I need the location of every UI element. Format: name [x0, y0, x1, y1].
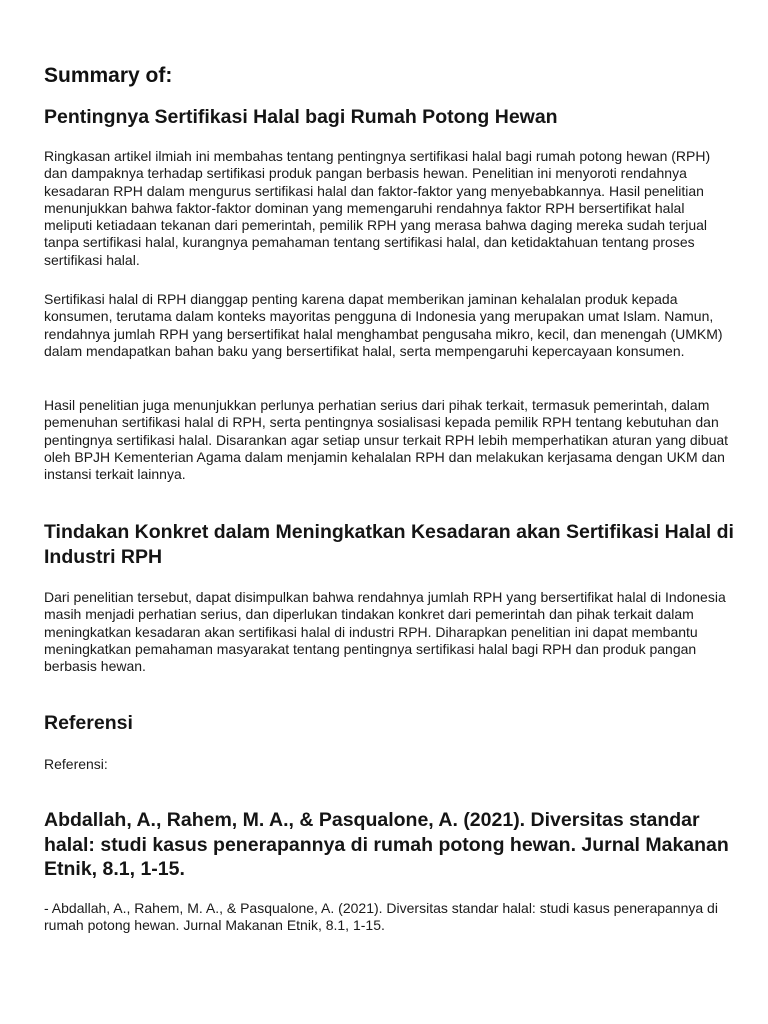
references-heading: Referensi [44, 712, 133, 734]
reference-entry: - Abdallah, A., Rahem, M. A., & Pasqualone, A. (2021). Diversitas standar halal: studi kasus penerapannya di rumah potong hewan. Jurnal Makanan Etnik, 8.1, 1-15. [44, 900, 718, 934]
references-intro: Referensi: [44, 756, 108, 772]
article-title: Pentingnya Sertifikasi Halal bagi Rumah Potong Hewan [44, 106, 558, 128]
summary-paragraph-2: Sertifikasi halal di RPH dianggap penting karena dapat memberikan jaminan kehalalan produk kepada konsumen, terutama dalam konteks mayoritas pengguna di Indonesia yang merupakan umat Islam. Namun, rendahnya jumlah RPH yang bersertifikat halal menghambat pengusaha mikro, kecil, dan menengah (UMKM) dalam mendapatkan bahan baku yang bersertifikat halal, serta mempengaruhi kepercayaan konsumen. [44, 291, 723, 359]
summary-paragraph-3: Hasil penelitian juga menunjukkan perlunya perhatian serius dari pihak terkait, termasuk pemerintah, dalam pemenuhan sertifikasi halal di RPH, serta pentingnya sosialisasi kepada pemilik RPH tentang kebutuhan dan pentingnya sertifikasi halal. Disarankan agar setiap unsur terkait RPH lebih memperhatikan aturan yang dibuat oleh BPJH Kementerian Agama dalam menjamin kehalalan RPH dan melakukan kerjasama dengan UKM dan instansi terkait lainnya. [44, 397, 729, 483]
section-paragraph-tindakan: Dari penelitian tersebut, dapat disimpulkan bahwa rendahnya jumlah RPH yang bersertifikat halal di Indonesia masih menjadi perhatian serius, dan diperlukan tindakan konkret dari pemerintah dan pihak terkait dalam meningkatkan kesadaran akan sertifikasi halal di industri RPH. Diharapkan penelitian ini dapat membantu meningkatkan pemahaman masyarakat tentang pentingnya sertifikasi halal bagi RPH dan produk pangan berbasis hewan. [44, 589, 726, 675]
section-heading-tindakan: Tindakan Konkret dalam Meningkatkan Kesadaran akan Sertifikasi Halal di Industri RPH [44, 521, 734, 568]
reference-title: Abdallah, A., Rahem, M. A., & Pasqualone, A. (2021). Diversitas standar halal: studi kasus penerapannya di rumah potong hewan. Jurnal Makanan Etnik, 8.1, 1-15. [44, 809, 729, 880]
summary-heading: Summary of: [44, 64, 173, 87]
summary-paragraph-1: Ringkasan artikel ilmiah ini membahas tentang pentingnya sertifikasi halal bagi rumah potong hewan (RPH) dan dampaknya terhadap sertifikasi produk pangan berbasis hewan. Penelitian ini menyoroti rendahnya kesadaran RPH dalam mengurus sertifikasi halal dan faktor-faktor yang menyebabkannya. Hasil penelitian menunjukkan bahwa faktor-faktor dominan yang memengaruhi rendahnya faktor RPH bersertifikat halal meliputi ketiadaan tekanan dari pemerintah, pemilik RPH yang merasa bahwa daging mereka sudah terjual tanpa sertifikasi halal, kurangnya pemahaman tentang sertifikasi halal, dan ketidaktahuan tentang proses sertifikasi halal. [44, 148, 711, 268]
